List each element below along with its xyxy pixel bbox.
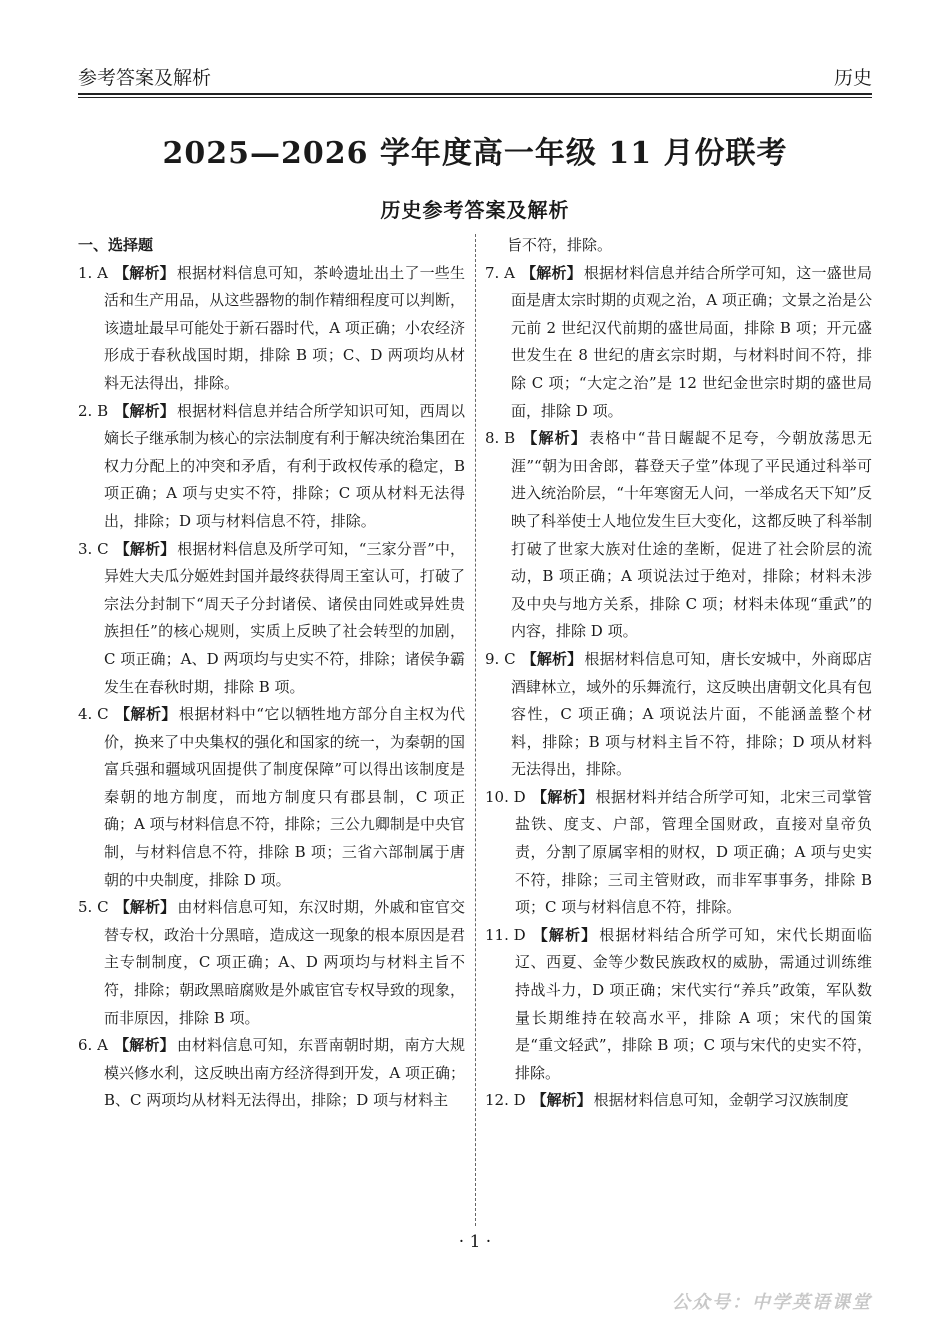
header-rule-thick [78,93,872,95]
answer-number: 2. B [78,401,109,420]
answer-item [485,784,872,922]
analysis-tag: 【解析】 [531,925,598,944]
right-column [485,232,872,1115]
analysis-tag: 【解析】 [114,539,176,558]
answer-number: 8. B [485,429,516,448]
analysis-tag: 【解析】 [114,898,176,917]
answer-text: 由材料信息可知，东汉时期，外戚和宦官交替专权，政治十分黑暗，造成这一现象的根本原因是君主专制制度，C 项正确；A、D 两项均与材料主旨不符，排除；朝政黑暗腐败是外戚宦官专权导致的现象，而非原因，排除 B 项。 [104,898,465,1027]
answer-text: 根据材料信息并结合所学可知，这一盛世局面是唐太宗时期的贞观之治，A 项正确；文景之治是公元前 2 世纪汉代前期的盛世局面，排除 B 项；开元盛世发生在 8 世纪的唐玄宗时期，与材料时间不符，排除 C 项；“大定之治”是 12 世纪金世宗时期的盛世局面，排除 D 项。 [511,263,872,420]
header-left-title: 参考答案及解析 [78,67,212,89]
answer-item [78,536,465,702]
analysis-tag: 【解析】 [521,429,588,448]
section-heading: 一、选择题 [78,236,154,254]
answer-number: 9. C [485,649,516,668]
left-column [78,232,465,1115]
answer-text: 根据材料结合所学可知，宋代长期面临辽、西夏、金等少数民族政权的威胁，需通过训练维持战斗力，D 项正确；宋代实行“养兵”政策，军队数量长期维持在较高水平，排除 A 项；宋代的国策是“重文轻武”，排除 B 项；C 项与宋代的史实不符，排除。 [515,925,872,1082]
answer-item [485,922,872,1088]
answer-item [78,894,465,1032]
answer-number: 7. A [485,263,515,282]
analysis-tag: 【解析】 [113,1036,175,1055]
page-number: · 1 · [458,1232,492,1252]
watermark: 公众号：中学英语课堂 [672,1292,872,1313]
analysis-tag: 【解析】 [114,401,175,420]
answer-item [485,1087,872,1115]
analysis-tag: 【解析】 [113,263,175,282]
column-divider [475,234,476,1226]
answer-continuation [485,232,872,260]
analysis-tag: 【解析】 [531,787,594,806]
answer-item [78,701,465,894]
analysis-tag: 【解析】 [531,1091,592,1110]
answer-number: 6. A [78,1036,108,1055]
answer-number: 10. D [485,787,526,806]
continuation-text: 旨不符，排除。 [507,236,613,254]
answer-text: 由材料信息可知，东晋南朝时期，南方大规模兴修水利，这反映出南方经济得到开发，A 项正确；B、C 两项均从材料无法得出，排除；D 项与材料主 [104,1036,465,1110]
answer-item [78,260,465,398]
answer-number: 1. A [78,263,108,282]
answer-item [485,425,872,646]
answer-item [78,398,465,536]
answer-item [485,260,872,426]
answer-number: 5. C [78,898,109,917]
header-rule-thin [78,97,872,98]
header-subject: 历史 [833,67,872,89]
answer-number: 12. D [485,1091,526,1110]
running-header [78,56,872,90]
answer-text: 根据材料并结合所学可知，北宋三司掌管盐铁、度支、户部，管理全国财政，直接对皇帝负责，分割了原属宰相的财权，D 项正确；A 项与史实不符，排除；三司主管财政，而非军事事务，排除 B 项；C 项与材料信息不符，排除。 [515,787,872,917]
answer-text: 表格中“昔日龌龊不足夸，今朝放荡思无涯”“朝为田舍郎，暮登天子堂”体现了平民通过科举可进入统治阶层，“十年寒窗无人问，一举成名天下知”反映了科举使士人地位发生巨大变化，这都反映了科举制打破了世家大族对仕途的垄断，促进了社会阶层的流动，B 项正确；A 项说法过于绝对，排除；材料未涉及中央与地方关系，排除 C 项；材料未体现“重武”的内容，排除 D 项。 [511,429,872,641]
analysis-tag: 【解析】 [114,705,177,724]
answer-text: 根据材料信息并结合所学知识可知，西周以嫡长子继承制为核心的宗法制度有利于解决统治集团在权力分配上的冲突和矛盾，有利于政权传承的稳定，B 项正确；A 项与史实不符，排除；C 项从材料无法得出，排除；D 项与材料信息不符，排除。 [104,401,465,530]
answer-text: 根据材料信息可知，茶岭遗址出土了一些生活和生产用品，从这些器物的制作精细程度可以判断，该遗址最早可能处于新石器时代，A 项正确；小农经济形成于春秋战国时期，排除 B 项；C、D 两项均从材料无法得出，排除。 [104,263,465,392]
answer-text: 根据材料信息可知，金朝学习汉族制度 [593,1091,849,1110]
page-subtitle: 历史参考答案及解析 [380,198,570,222]
answer-number: 3. C [78,539,109,558]
analysis-tag: 【解析】 [521,649,583,668]
answer-number: 4. C [78,705,109,724]
answer-text: 根据材料中“它以牺牲地方部分自主权为代价，换来了中央集权的强化和国家的统一，为秦朝的国富兵强和疆域巩固提供了制度保障”可以得出该制度是秦朝的地方制度，而地方制度只有郡县制，C 项正确；A 项与材料信息不符，排除；三公九卿制是中央官制，与材料信息不符，排除 B 项；三省六部制属于唐朝的中央制度，排除 D 项。 [104,705,465,889]
answer-text: 根据材料信息可知，唐长安城中，外商邸店酒肆林立，域外的乐舞流行，这反映出唐朝文化具有包容性，C 项正确；A 项说法片面，不能涵盖整个材料，排除；B 项与材料主旨不符，排除；D 项从材料无法得出，排除。 [511,649,872,779]
answer-number: 11. D [485,925,526,944]
answer-item [485,646,872,784]
answer-item [78,1032,465,1115]
analysis-tag: 【解析】 [520,263,582,282]
answer-text: 根据材料信息及所学可知，“三家分晋”中，异姓大夫瓜分姬姓封国并最终获得周王室认可，打破了宗法分封制下“周天子分封诸侯、诸侯由同姓或异姓贵族担任”的核心规则，实质上反映了社会转型的加剧，C 项正确；A、D 两项均与史实不符，排除；诸侯争霸发生在春秋时期，排除 B 项。 [104,539,465,696]
page-title: 2025—2026 学年度高一年级 11 月份联考 [162,136,788,171]
